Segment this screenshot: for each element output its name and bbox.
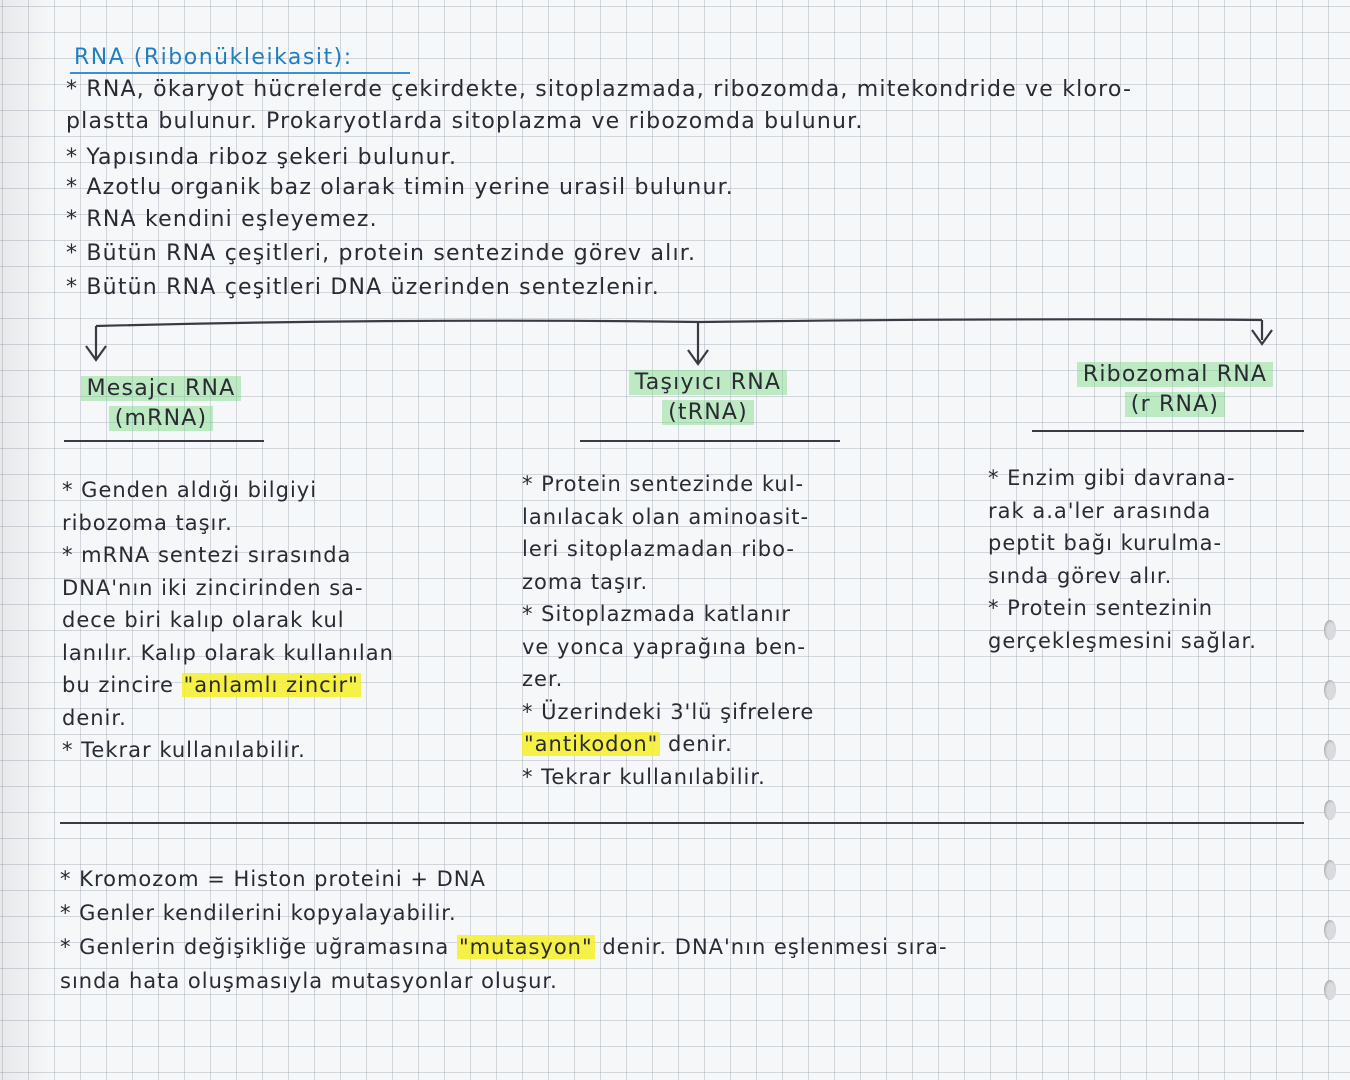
highlighted-term: "mutasyon" <box>458 935 593 959</box>
intro-line: * Bütün RNA çeşitleri, protein sentezinde görev alır. <box>66 241 697 266</box>
text-line: rak a.a'ler arasında <box>988 498 1212 523</box>
intro-line: plastta bulunur. Prokaryotlarda sitoplazma ve ribozomda bulunur. <box>66 109 864 134</box>
branch-underline <box>1032 430 1304 432</box>
branch-title-rrna <box>1050 360 1300 420</box>
text-line: sında hata oluşmasıyla mutasyonlar oluşur. <box>60 969 558 993</box>
branch-title-mrna <box>66 374 256 434</box>
text-line: * Genlerin değişikliğe uğramasına "mutasyon" denir. DNA'nın eşlenmesi sıra- <box>60 935 948 959</box>
branch-title-abbrev: (tRNA) <box>662 400 754 425</box>
connector-arrow-left <box>86 326 106 360</box>
text-line: bu zincire "anlamlı zincir" <box>62 673 359 697</box>
intro-line: * RNA, ökaryot hücrelerde çekirdekte, sitoplazmada, ribozomda, mitekondride ve kloro- <box>66 77 1133 102</box>
text-line: zer. <box>522 667 564 691</box>
text-line: gerçekleşmesini sağlar. <box>988 628 1257 653</box>
trna-description <box>522 468 922 793</box>
text-line: sında görev alır. <box>988 563 1173 588</box>
text-line: dece biri kalıp olarak kul <box>62 608 345 632</box>
page-title: RNA (Ribonükleikasit): <box>74 45 353 70</box>
text-line: DNA'nın iki zincirinden sa- <box>62 575 364 600</box>
text-line: ve yonca yaprağına ben- <box>522 634 806 659</box>
text-line: * Üzerindeki 3'lü şifrelere <box>522 699 815 724</box>
text-line: * Genler kendilerini kopyalayabilir. <box>60 901 457 925</box>
text-line: * Tekrar kullanılabilir. <box>62 738 306 762</box>
intro-line: * Azotlu organik baz olarak timin yerine urasil bulunur. <box>66 175 734 200</box>
text-line: * Enzim gibi davrana- <box>988 466 1236 490</box>
rrna-description <box>988 462 1308 657</box>
branch-title-abbrev: (mRNA) <box>109 406 214 431</box>
branch-title-trna <box>598 368 818 428</box>
intro-line: * Yapısında riboz şekeri bulunur. <box>66 145 458 170</box>
text-line: * Protein sentezinde kul- <box>522 472 805 496</box>
text-line: lanılır. Kalıp olarak kullanılan <box>62 640 394 665</box>
section-divider <box>60 822 1304 824</box>
branch-title-line: Ribozomal RNA <box>1077 362 1273 387</box>
text-line: leri sitoplazmadan ribo- <box>522 537 795 561</box>
connector-arrow-middle <box>688 322 708 364</box>
text-line: * mRNA sentezi sırasında <box>62 543 352 567</box>
connector-arrow-right <box>1252 320 1272 344</box>
branch-title-line: Mesajcı RNA <box>81 376 242 401</box>
text-line: * Protein sentezinin <box>988 596 1214 620</box>
text-line: * Kromozom = Histon proteini + DNA <box>60 867 486 891</box>
text-line: lanılacak olan aminoasit- <box>522 504 810 529</box>
text-line: * Sitoplazmada katlanır <box>522 602 792 626</box>
text-line: * Genden aldığı bilgiyi <box>62 478 318 502</box>
intro-line: * Bütün RNA çeşitleri DNA üzerinden sentezlenir. <box>66 275 660 300</box>
text-line: ribozoma taşır. <box>62 510 233 535</box>
highlighted-term: "antikodon" <box>524 732 659 756</box>
bottom-notes <box>60 862 1330 998</box>
branch-title-abbrev: (r RNA) <box>1125 392 1225 417</box>
intro-line: * RNA kendini eşleyemez. <box>66 207 378 232</box>
mrna-description <box>62 474 462 767</box>
branch-underline <box>580 440 840 442</box>
connector-horizontal-line <box>96 319 1262 326</box>
highlighted-term: "anlamlı zincir" <box>183 673 359 697</box>
text-line: zoma taşır. <box>522 569 649 594</box>
branch-title-line: Taşıyıcı RNA <box>629 370 787 395</box>
text-line: * Tekrar kullanılabilir. <box>522 764 766 789</box>
text-line: denir. <box>62 705 127 730</box>
text-line: peptit bağı kurulma- <box>988 531 1223 555</box>
text-line: "antikodon" denir. <box>524 732 733 756</box>
branch-underline <box>64 440 264 442</box>
